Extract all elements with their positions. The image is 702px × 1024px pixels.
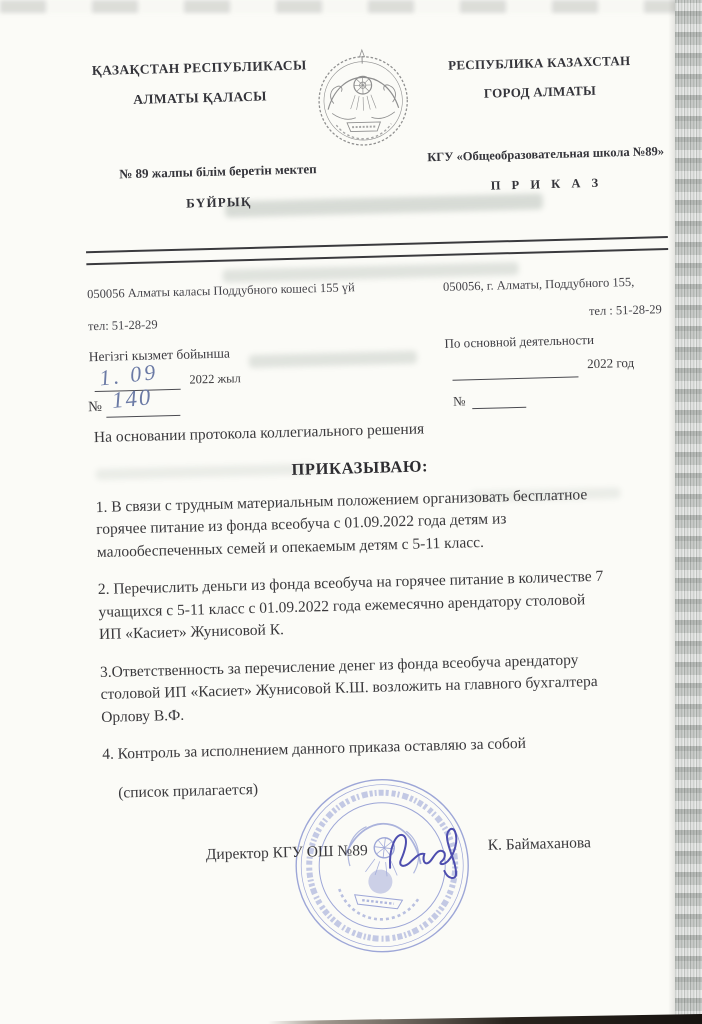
kazakhstan-emblem-icon	[313, 47, 414, 150]
paragraph-4: 4. Контроль за исполнением данного приказа оставляю за собой	[101, 735, 527, 764]
activity-type-ru: По основной деятельности	[444, 331, 595, 351]
paragraph-1: 1. В связи с трудным материальным положением организовать бесплатное горячее питание из фонда всеобуча с 01.09.2022 года детям из малообеспеченных семей и опекаемым детям с 5-11 класс.	[95, 486, 588, 561]
number-sign-ru: №	[452, 393, 466, 409]
handwritten-order-number: 140	[110, 384, 154, 413]
address-block-kk	[87, 278, 459, 366]
attachment-note: (список прилагается)	[117, 780, 259, 802]
header-country-ru: РЕСПУБЛИКА КАЗАХСТАН	[447, 52, 631, 73]
basis-line: На основании протокола коллегиального решения	[93, 420, 425, 447]
activity-type-kk: Негізгі кызмет бойынша	[88, 345, 231, 365]
school-name-ru-block	[400, 143, 693, 196]
order-word-kk: БҮЙРЫҚ	[185, 193, 252, 211]
signer-name: К. Баймаханова	[487, 834, 592, 854]
school-name-kk: № 89 жалпы білім беретін мектеп	[119, 161, 317, 182]
header-left-kazakh	[59, 57, 340, 110]
school-name-kk-block	[90, 160, 347, 214]
address-kk: 050056 Алматы каласы Поддубного кошесі 155 үй	[86, 280, 355, 302]
phone-ru: тел : 51-28-29	[588, 302, 662, 319]
number-underline-kk	[106, 415, 180, 418]
order-heading: ПРИКАЗЫВАЮ:	[291, 456, 429, 479]
school-name-ru: КГУ «Общеобразовательная школа №89»	[427, 144, 665, 165]
paragraph-2: 2. Перечислить деньги из фонда всеобуча на горячее питание в количестве 7 учащихся с 5-11 класс с 01.09.2022 года ежемесячно арендатору столовой ИП «Касиет» Жунисовой К.	[97, 568, 604, 644]
year-label-ru: 2022 год	[586, 354, 635, 372]
header-country-kk: ҚАЗАҚСТАН РЕСПУБЛИКАСЫ	[91, 57, 307, 79]
date-underline-ru	[453, 376, 579, 380]
address-block-ru	[443, 274, 663, 352]
header-city-kk: АЛМАТЫ ҚАЛАСЫ	[133, 88, 268, 107]
paragraph-3: 3.Ответственность за перечисление денег из фонда всеобуча арендатору столовой ИП «Касиет» Жунисовой К.Ш. возложить на главного бухгалтера Орлову В.Ф.	[99, 651, 598, 726]
signer-title: Директор КГУ ОШ №89	[205, 842, 368, 864]
number-sign-kk: №	[87, 398, 103, 416]
phone-kk: тел: 51-28-29	[87, 317, 158, 334]
order-paragraphs	[95, 482, 687, 782]
header-right-russian	[405, 52, 674, 104]
header-city-ru: ГОРОД АЛМАТЫ	[483, 82, 597, 101]
year-label-kk: 2022 жыл	[189, 371, 241, 387]
handwritten-date: 1. 09	[97, 358, 160, 391]
order-word-ru: П Р И К А З	[490, 175, 603, 193]
address-ru: 050056, г. Алматы, Поддубного 155,	[442, 274, 635, 294]
number-underline-ru	[472, 407, 526, 409]
director-signature-icon	[377, 813, 491, 888]
